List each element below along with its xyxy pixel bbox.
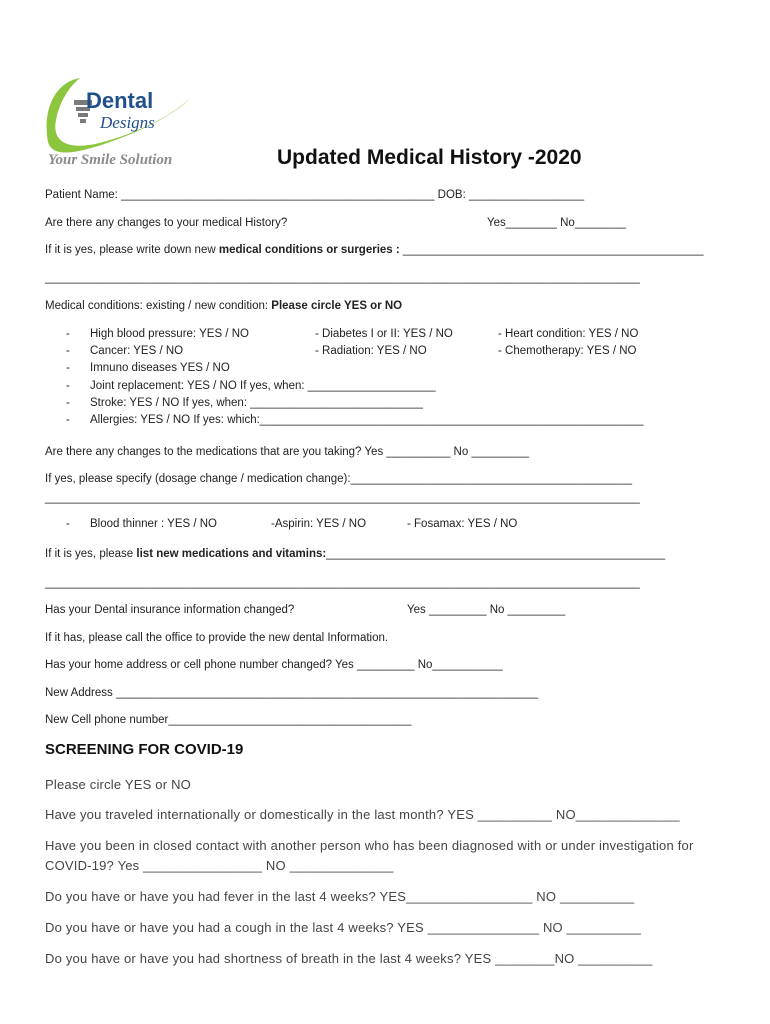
new-medications-bold: list new medications and vitamins: — [136, 548, 327, 560]
insurance-yes-no[interactable]: Yes _________ No _________ — [407, 604, 566, 616]
covid-contact-answer[interactable]: COVID-19? Yes ________________ NO ______________ — [45, 858, 394, 873]
new-cell-line[interactable]: New Cell phone number______________________________________ — [45, 714, 412, 726]
address-changed-question[interactable]: Has your home address or cell phone number changed? Yes _________ No___________ — [45, 659, 503, 671]
insurance-call-note: If it has, please call the office to provide the new dental Information. — [45, 632, 389, 644]
list-bullet: - — [66, 397, 70, 409]
new-medications-line[interactable] — [45, 548, 665, 560]
history-question: Are there any changes to your medical History? — [45, 217, 288, 229]
list-bullet: - — [66, 362, 70, 374]
logo-tagline: Your Smile Solution — [48, 152, 173, 168]
covid-fever-question[interactable]: Do you have or have you had fever in the last 4 weeks? YES_________________ NO __________ — [45, 889, 635, 904]
list-bullet: - — [66, 518, 70, 530]
new-conditions-line[interactable] — [45, 244, 704, 256]
condition-diabetes[interactable]: - Diabetes I or II: YES / NO — [315, 328, 453, 340]
list-bullet: - — [66, 380, 70, 392]
covid-instruction: Please circle YES or NO — [45, 777, 191, 792]
list-bullet: - — [66, 414, 70, 426]
medication-blood-thinner[interactable]: Blood thinner : YES / NO — [90, 518, 217, 530]
condition-chemotherapy[interactable]: - Chemotherapy: YES / NO — [498, 345, 637, 357]
blank-line[interactable]: _____________________________________________________________________________________________ — [45, 272, 640, 284]
medications-specify-line[interactable]: If yes, please specify (dosage change / medication change):____________________________________________ — [45, 473, 632, 485]
blank-line[interactable]: _____________________________________________________________________________________________ — [45, 492, 640, 504]
condition-stroke[interactable]: Stroke: YES / NO If yes, when: ___________________________ — [90, 397, 423, 409]
history-yes-no[interactable]: Yes________ No________ — [487, 217, 626, 229]
covid-cough-question[interactable]: Do you have or have you had a cough in the last 4 weeks? YES _______________ NO __________ — [45, 920, 641, 935]
page-title: Updated Medical History -2020 — [277, 146, 582, 169]
covid-section-title: SCREENING FOR COVID-19 — [45, 741, 244, 758]
logo-brand-top: Dental — [86, 88, 154, 113]
new-conditions-prefix: If it is yes, please write down new — [45, 244, 219, 256]
medication-fosamax[interactable]: - Fosamax: YES / NO — [407, 518, 518, 530]
condition-joint-replacement[interactable]: Joint replacement: YES / NO If yes, when: ____________________ — [90, 380, 436, 392]
covid-breath-question[interactable]: Do you have or have you had shortness of breath in the last 4 weeks? YES ________NO __________ — [45, 951, 653, 966]
medications-changes-question[interactable]: Are there any changes to the medications that are you taking? Yes __________ No _________ — [45, 446, 529, 458]
logo-brand-bottom: Designs — [100, 113, 155, 132]
list-bullet: - — [66, 345, 70, 357]
covid-contact-question: Have you been in closed contact with another person who has been diagnosed with or under investigation for — [45, 838, 694, 853]
condition-high-blood-pressure[interactable]: High blood pressure: YES / NO — [90, 328, 249, 340]
conditions-heading-text: Medical conditions: existing / new condition: — [45, 300, 272, 312]
condition-cancer[interactable]: Cancer: YES / NO — [90, 345, 184, 357]
blank-line[interactable]: _____________________________________________________________________________________________ — [45, 577, 640, 589]
new-conditions-bold: medical conditions or surgeries : — [218, 244, 403, 256]
condition-heart[interactable]: - Heart condition: YES / NO — [498, 328, 639, 340]
conditions-heading — [45, 300, 402, 312]
insurance-question: Has your Dental insurance information changed? — [45, 604, 295, 616]
condition-radiation[interactable]: - Radiation: YES / NO — [315, 345, 427, 357]
new-address-line[interactable]: New Address __________________________________________________________________ — [45, 687, 539, 699]
new-medications-blank[interactable]: _____________________________________________________ — [326, 548, 666, 560]
medication-aspirin[interactable]: -Aspirin: YES / NO — [271, 518, 367, 530]
conditions-heading-bold: Please circle YES or NO — [271, 300, 403, 312]
condition-immuno[interactable]: Imnuno diseases YES / NO — [90, 362, 230, 374]
patient-name-line[interactable]: Patient Name: _________________________________________________ DOB: __________________ — [45, 189, 585, 201]
list-bullet: - — [66, 328, 70, 340]
condition-allergies[interactable]: Allergies: YES / NO If yes: which:____________________________________________________________ — [90, 414, 644, 426]
new-conditions-blank[interactable]: _______________________________________________ — [402, 244, 704, 256]
new-medications-prefix: If it is yes, please — [45, 548, 137, 560]
covid-travel-question[interactable]: Have you traveled internationally or domestically in the last month? YES __________ NO______________ — [45, 807, 680, 822]
